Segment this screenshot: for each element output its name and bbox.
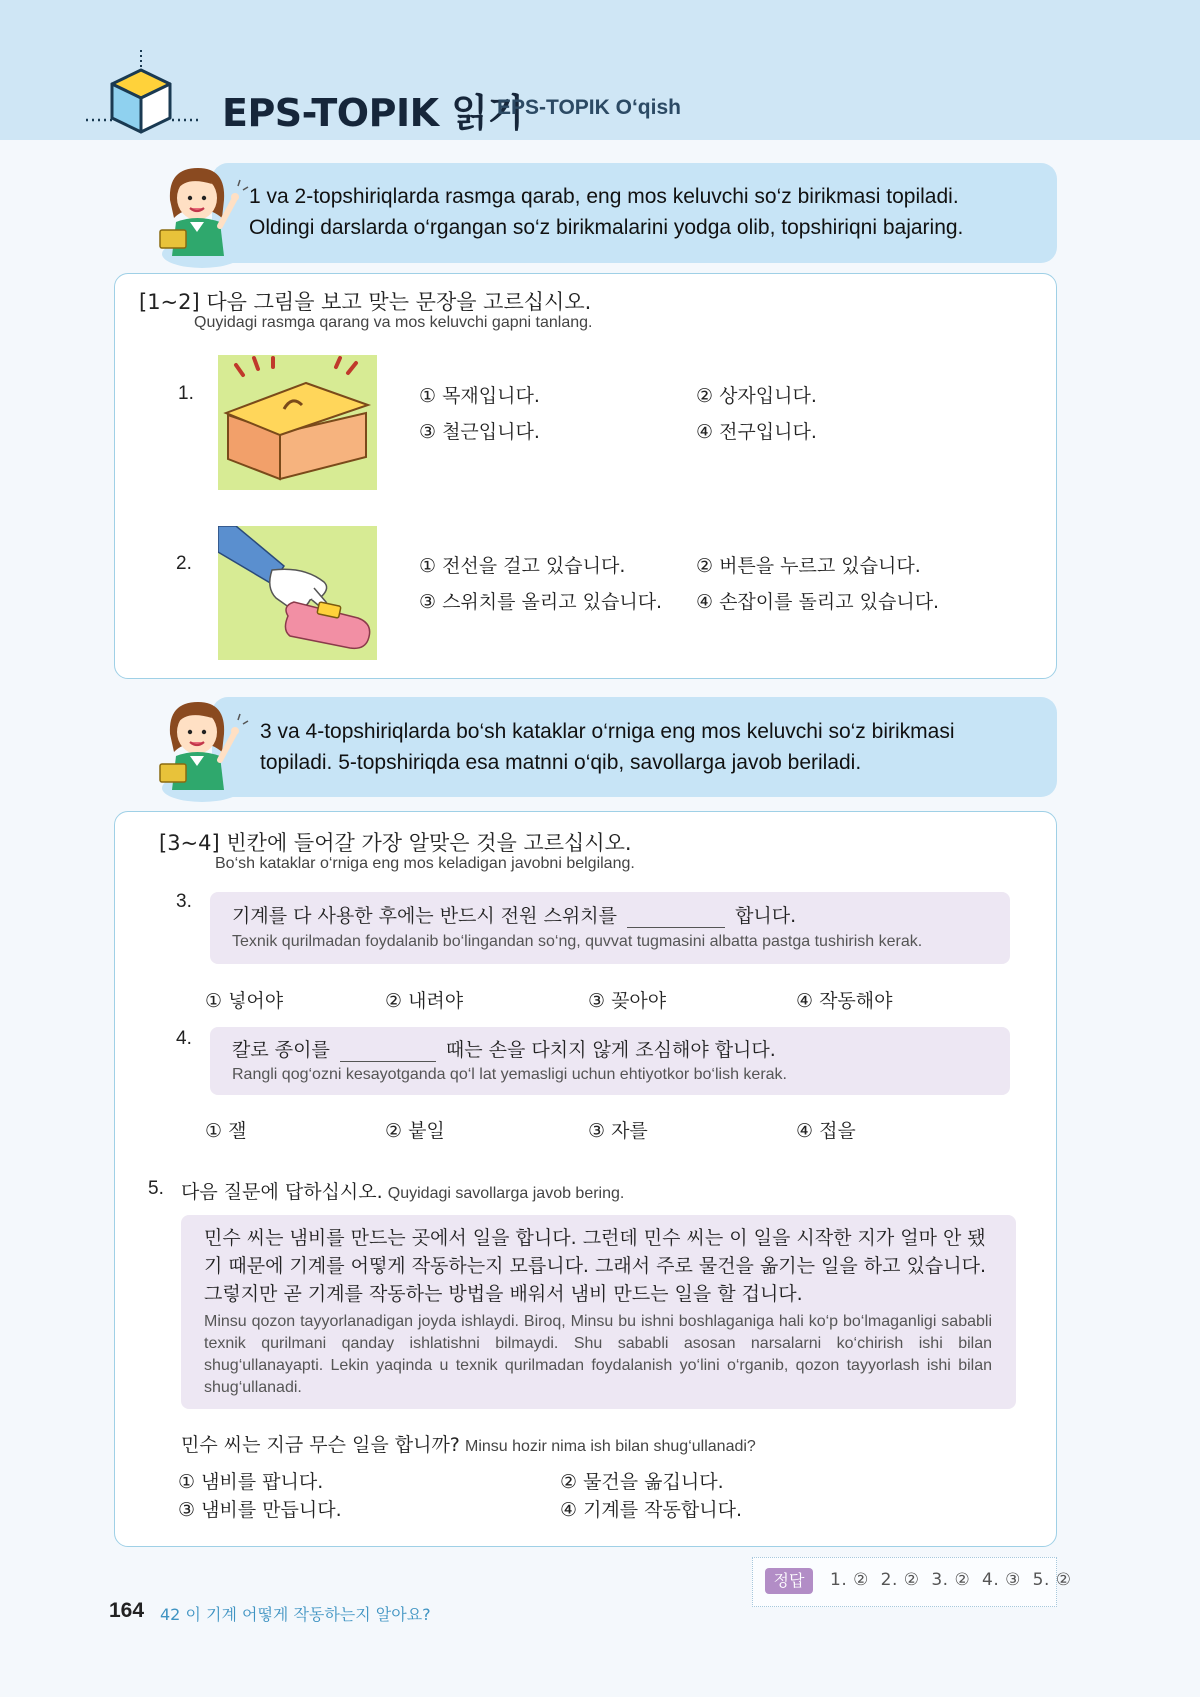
q4-option-4[interactable]: ④ 접을 [796,1120,856,1142]
q4-option-1[interactable]: ① 잴 [205,1120,247,1142]
section-1-heading: [1~2] 다음 그림을 보고 맞는 문장을 고르십시오. [139,290,592,314]
q3-translation: Texnik qurilmadan foydalanib bo‘lingandan so‘ng, quvvat tugmasini albatta pastga tushirish kerak. [232,933,923,950]
q3-sentence [232,901,796,928]
q5-option-4[interactable]: ④ 기계를 작동합니다. [560,1499,742,1521]
q3-text-before: 기계를 다 사용한 후에는 반드시 전원 스위치를 [232,905,617,927]
button-press-illustration [218,526,377,660]
answer-key-values: 1. ② 2. ② 3. ② 4. ③ 5. ② [830,1570,1072,1590]
q3-option-3[interactable]: ③ 꽂아야 [588,990,667,1012]
q5-option-3[interactable]: ③ 냄비를 만듭니다. [178,1499,342,1521]
q1-option-3[interactable]: ③ 철근입니다. [419,421,540,443]
q5-option-1[interactable]: ① 냄비를 팝니다. [178,1471,324,1493]
q1-option-2[interactable]: ② 상자입니다. [696,385,817,407]
q2-option-4[interactable]: ④ 손잡이를 돌리고 있습니다. [696,591,940,613]
question-2-number: 2. [176,553,192,574]
q5-prompt-uz: Quyidagi savollarga javob bering. [387,1185,625,1202]
q5-option-2[interactable]: ② 물건을 옮깁니다. [560,1471,724,1493]
q2-option-3[interactable]: ③ 스위치를 올리고 있습니다. [419,591,663,613]
section-1-heading-translation: Quyidagi rasmga qarang va mos keluvchi gapni tanlang. [194,314,593,331]
q1-option-4[interactable]: ④ 전구입니다. [696,421,817,443]
q3-option-1[interactable]: ① 넣어야 [205,990,284,1012]
instruction-1-line-1: 1 va 2-topshiriqlarda rasmga qarab, eng mos keluvchi so‘z birikmasi topiladi. [249,185,959,208]
q4-translation: Rangli qog‘ozni kesayotganda qo‘l lat yemasligi uchun ehtiyotkor bo‘lish kerak. [232,1066,787,1083]
page-title: EPS-TOPIK 읽기 [222,91,524,135]
page-subtitle: EPS-TOPIK O‘qish [497,96,681,119]
q2-option-2[interactable]: ② 버튼을 누르고 있습니다. [696,555,921,577]
q3-option-4[interactable]: ④ 작동해야 [796,990,893,1012]
instruction-2-line-1: 3 va 4-topshiriqlarda bo‘sh kataklar o‘rniga eng mos keluvchi so‘z birikmasi [260,720,955,743]
instruction-2-text [260,716,1050,778]
cube-icon [86,48,206,138]
section-2-heading: [3~4] 빈칸에 들어갈 가장 알맞은 것을 고르십시오. [159,831,632,855]
instruction-1-line-2: Oldingi darslarda o‘rgangan so‘z birikmalarini yodga olib, topshiriqni bajaring. [249,216,964,239]
q4-blank[interactable] [340,1039,436,1062]
instruction-1-text [249,181,1049,243]
q5-question [181,1430,756,1457]
teacher-avatar [150,160,250,270]
q4-sentence [232,1035,776,1062]
section-2-heading-translation: Bo‘sh kataklar o‘rniga eng mos keladigan javobni belgilang. [215,855,635,872]
q5-prompt-ko: 다음 질문에 답하십시오. [181,1181,383,1203]
q5-question-ko: 민수 씨는 지금 무슨 일을 합니까? [181,1434,460,1456]
q4-text-after: 때는 손을 다치지 않게 조심해야 합니다. [445,1039,776,1061]
teacher-avatar [150,694,250,804]
q4-text-before: 칼로 종이를 [232,1039,330,1061]
q1-option-1[interactable]: ① 목재입니다. [419,385,540,407]
question-1-number: 1. [178,383,194,404]
q4-option-3[interactable]: ③ 자를 [588,1120,648,1142]
page-number: 164 [109,1599,145,1622]
q5-passage: 민수 씨는 냄비를 만드는 곳에서 일을 합니다. 그런데 민수 씨는 이 일을 시작한 지가 얼마 안 됐기 때문에 기계를 어떻게 작동하는지 모릅니다. 그래서 주로 물건을 옮기는 일을 하고 있습니다. 그렇지만 곧 기계를 작동하는 방법을 배워서 냄비 만드는 일을 할 겁니다. [204,1227,987,1305]
q5-question-uz: Minsu hozir nima ish bilan shug‘ullanadi? [464,1438,756,1455]
q3-text-after: 합니다. [735,905,797,927]
box-illustration [218,355,377,490]
q3-blank[interactable] [627,905,725,928]
instruction-2-line-2: topiladi. 5-topshiriqda esa matnni o‘qib, savollarga javob beriladi. [260,751,862,774]
q4-option-2[interactable]: ② 붙일 [385,1120,445,1142]
question-4-number: 4. [176,1028,192,1049]
q5-prompt [181,1177,624,1204]
q3-option-2[interactable]: ② 내려야 [385,990,464,1012]
question-3-number: 3. [176,891,192,912]
question-5-number: 5. [148,1178,164,1199]
q5-passage-translation: Minsu qozon tayyorlanadigan joyda ishlaydi. Biroq, Minsu bu ishni boshlaganiga hali ko‘p bo‘lmaganligi sababli texnik qurilmani qanday ishlatishni bilmaydi. Shu sababli asosan narsalarni ko‘chirish ishi bilan shug‘ullanayapti. Lekin yaqinda u texnik qurilmadan foydalanish yo‘lini o‘rganib, qozon tayyorlash ishi bilan shug‘ullanadi. [204,1313,992,1396]
chapter-title: 42 이 기계 어떻게 작동하는지 알아요? [160,1605,431,1624]
q2-option-1[interactable]: ① 전선을 걸고 있습니다. [419,555,626,577]
answer-key-label: 정답 [765,1568,813,1594]
